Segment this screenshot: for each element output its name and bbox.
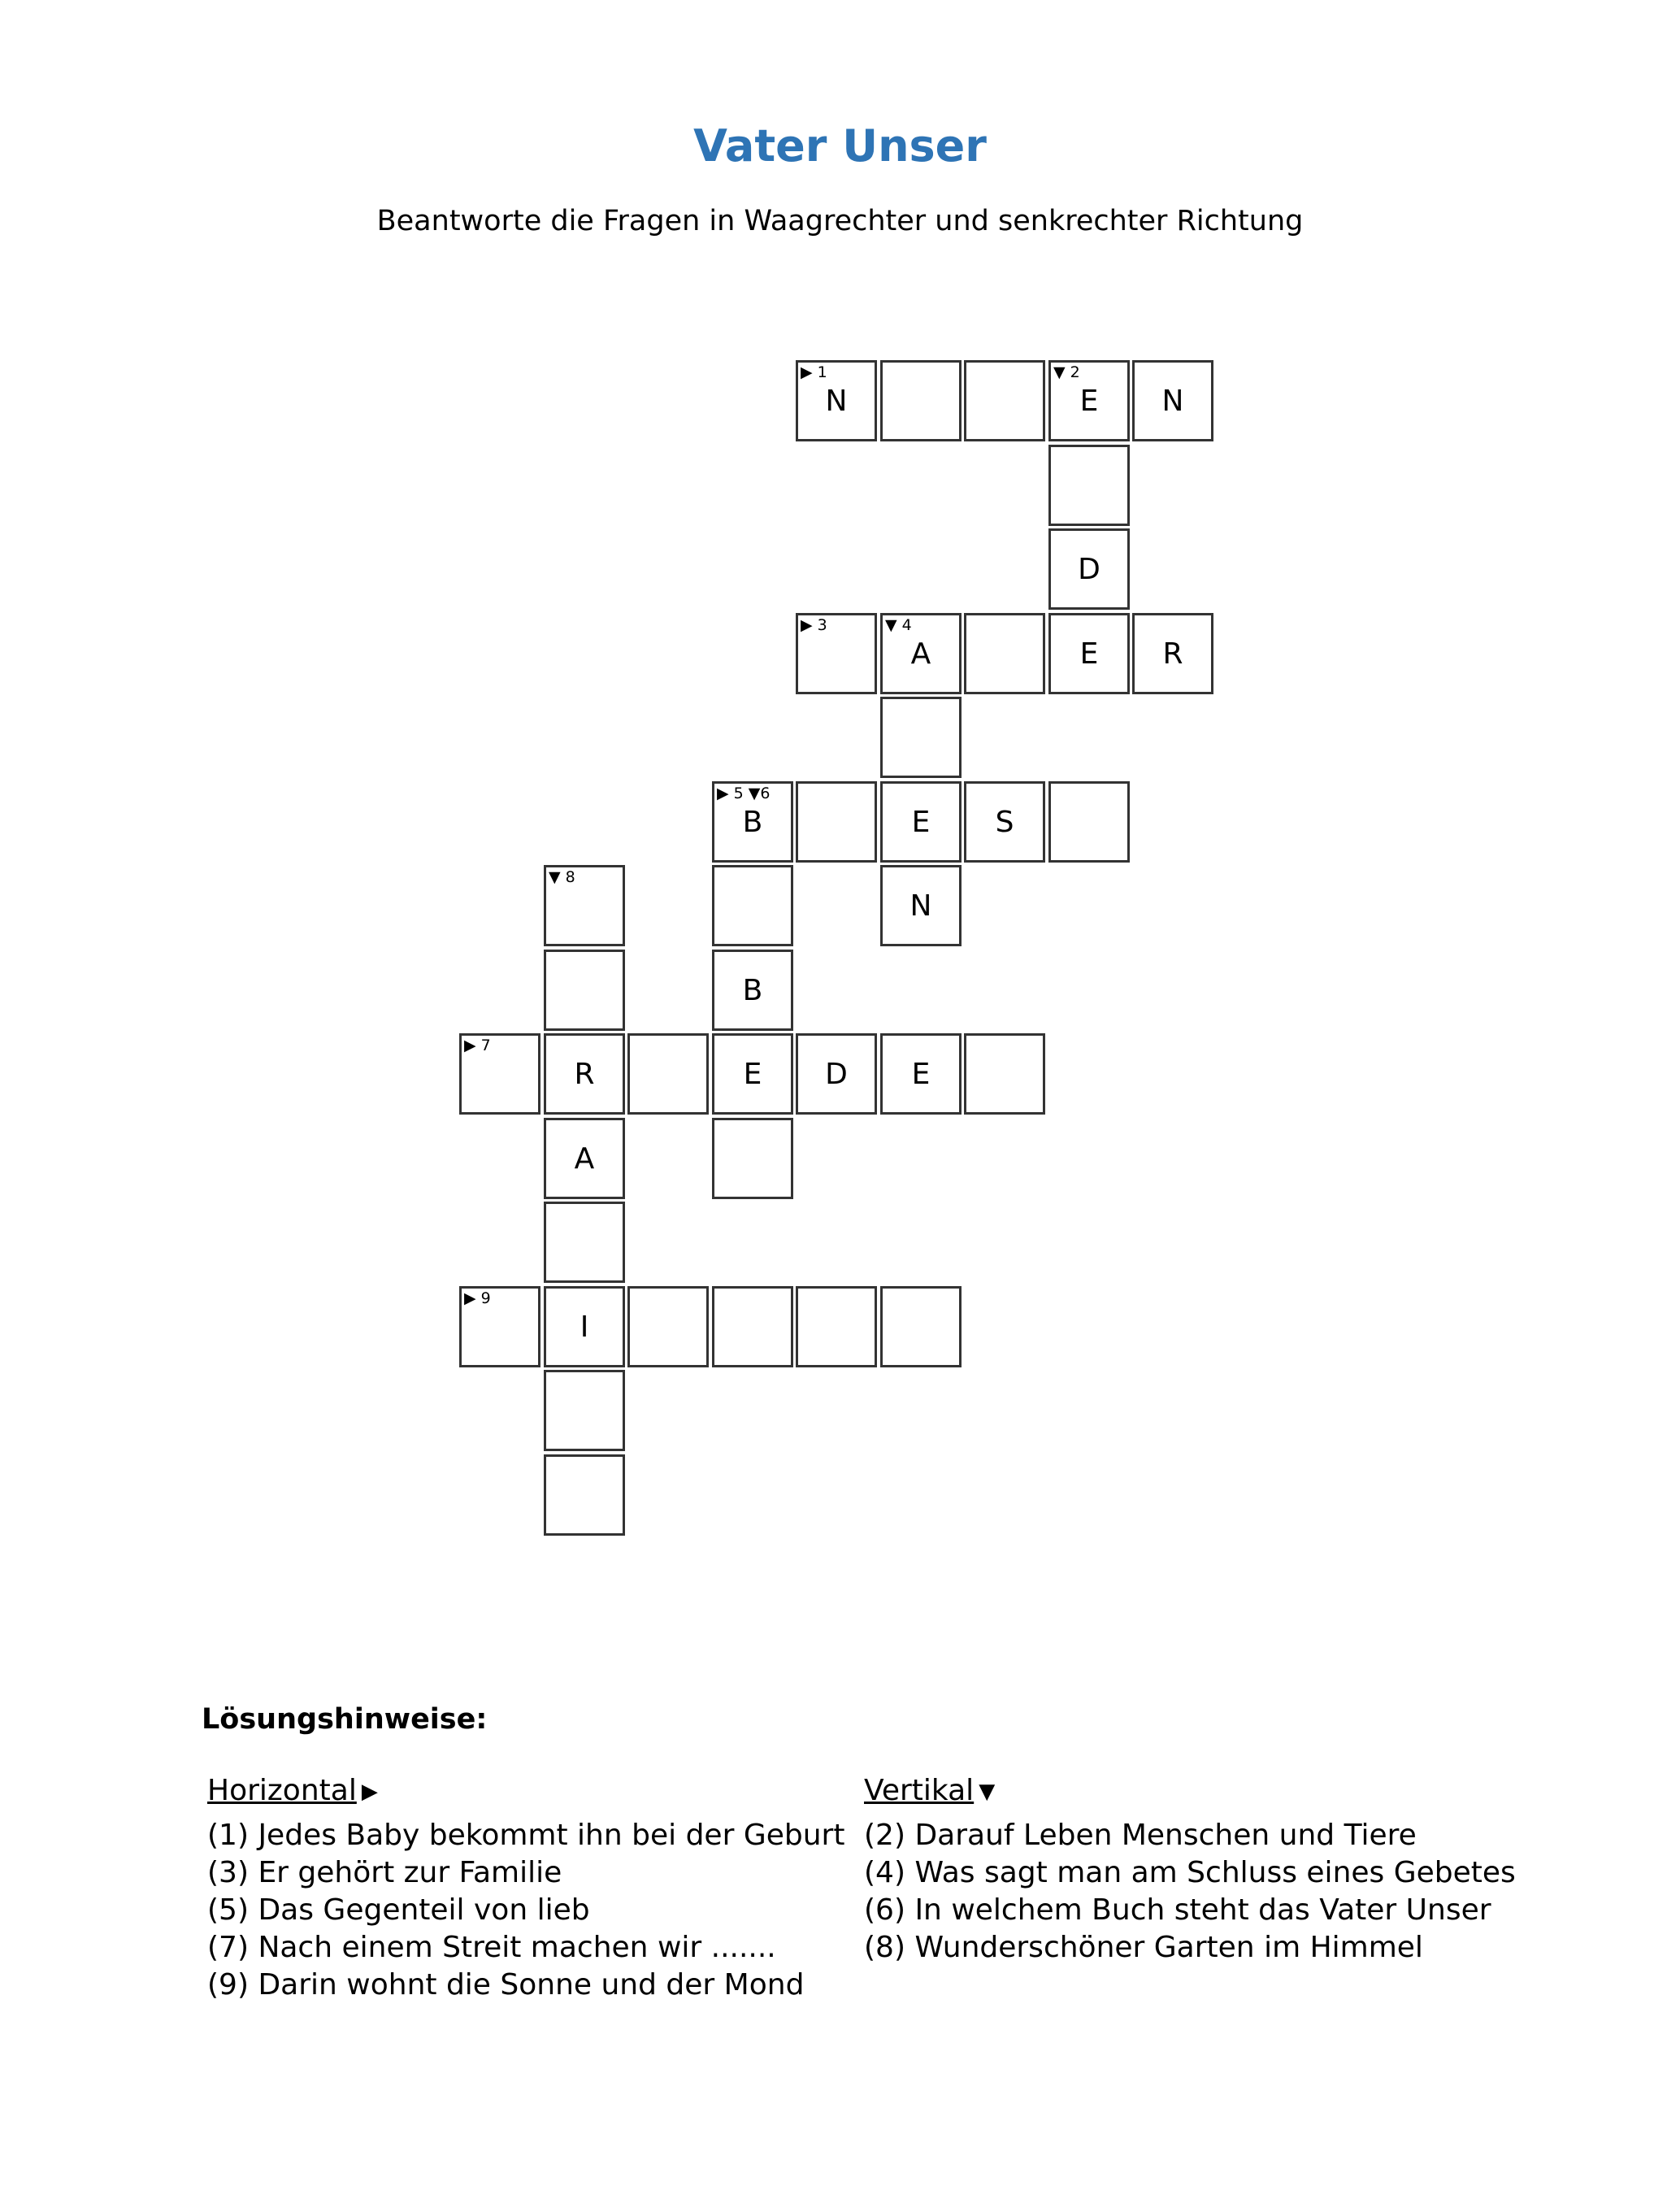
cell-letter (546, 867, 623, 944)
crossword-cell[interactable] (880, 613, 962, 694)
crossword-cell[interactable] (459, 1033, 540, 1115)
clue-number-label: ▼ 2 (1053, 363, 1080, 381)
instructions: Beantworte die Fragen in Waagrechter und senkrechter Richtung (376, 205, 1304, 237)
cell-letter (714, 867, 791, 944)
crossword-cell[interactable] (964, 1033, 1045, 1115)
cell-letter (883, 363, 959, 439)
cell-letter (966, 1036, 1043, 1112)
cell-letter (883, 699, 959, 776)
crossword-cell[interactable] (1048, 613, 1130, 694)
crossword-cell[interactable] (712, 781, 793, 863)
down-arrow-icon: ▼ (979, 1780, 996, 1804)
crossword-cell[interactable] (796, 613, 877, 694)
cell-letter: N (825, 384, 848, 418)
cell-letter: R (574, 1057, 595, 1091)
cell-letter (798, 615, 875, 692)
clue-number-label: ▶ 1 (801, 363, 827, 381)
crossword-cell[interactable] (459, 1286, 540, 1367)
clue-horizontal-1: (1) Jedes Baby bekommt ihn bei der Geburt (207, 1819, 845, 1852)
crossword-cell[interactable] (964, 781, 1045, 863)
cell-letter: D (1078, 552, 1100, 586)
right-arrow-icon: ▶ (361, 1780, 378, 1804)
crossword-cell[interactable] (544, 1202, 625, 1283)
crossword-cell[interactable] (796, 1033, 877, 1115)
crossword-cell[interactable] (880, 1033, 962, 1115)
cell-letter: E (1079, 637, 1099, 671)
crossword-cell[interactable] (796, 360, 877, 441)
crossword-cell[interactable] (796, 781, 877, 863)
crossword-cell[interactable] (880, 360, 962, 441)
clue-number-label: ▼ 8 (549, 868, 575, 886)
horizontal-heading (207, 1772, 844, 1810)
cell-letter: D (825, 1057, 848, 1091)
crossword-cell[interactable] (964, 360, 1045, 441)
cell-letter: E (1079, 384, 1099, 418)
crossword-cell[interactable] (627, 1286, 709, 1367)
horizontal-label: Horizontal (207, 1774, 357, 1807)
cell-letter (714, 1120, 791, 1197)
clue-vertical-2: (2) Darauf Leben Menschen und Tiere (864, 1819, 1417, 1852)
clue-vertical-4: (4) Was sagt man am Schluss eines Gebetes (864, 1856, 1516, 1889)
clue-vertical-6: (6) In welchem Buch steht das Vater Unser (864, 1893, 1491, 1927)
cell-letter (546, 1457, 623, 1533)
crossword-cell[interactable] (1132, 360, 1213, 441)
crossword-cell[interactable] (544, 865, 625, 946)
vertical-heading (864, 1772, 1516, 1810)
clue-number-label: ▶ 9 (464, 1289, 491, 1307)
crossword-cell[interactable] (1048, 360, 1130, 441)
clue-number-label: ▼ 4 (885, 616, 912, 634)
crossword-cell[interactable] (880, 697, 962, 778)
crossword-cell[interactable] (712, 950, 793, 1031)
hints-heading: Lösungshinweise: (202, 1703, 488, 1736)
horizontal-clues (207, 1772, 844, 2004)
crossword-cell[interactable] (1132, 613, 1213, 694)
cell-letter (546, 1204, 623, 1280)
vertical-clues (864, 1772, 1516, 1967)
cell-letter (714, 1289, 791, 1365)
cell-letter (966, 363, 1043, 439)
crossword-cell[interactable] (1048, 528, 1130, 610)
crossword-cell[interactable] (880, 865, 962, 946)
crossword-cell[interactable] (964, 613, 1045, 694)
cell-letter (630, 1036, 706, 1112)
crossword-cell[interactable] (1048, 781, 1130, 863)
crossword-cell[interactable] (712, 1286, 793, 1367)
cell-letter (1051, 784, 1127, 860)
crossword-cell[interactable] (880, 1286, 962, 1367)
cell-letter: N (909, 889, 932, 923)
crossword-cell[interactable] (544, 1118, 625, 1199)
crossword-cell[interactable] (880, 781, 962, 863)
cell-letter (546, 952, 623, 1028)
cell-letter: N (1161, 384, 1184, 418)
cell-letter: E (743, 1057, 762, 1091)
crossword-cell[interactable] (544, 1286, 625, 1367)
cell-letter: S (995, 805, 1014, 839)
cell-letter (798, 784, 875, 860)
crossword-cell[interactable] (712, 1118, 793, 1199)
cell-letter (1051, 447, 1127, 524)
cell-letter: A (910, 637, 931, 671)
cell-letter (546, 1372, 623, 1449)
crossword-cell[interactable] (544, 1033, 625, 1115)
vertical-label: Vertikal (864, 1774, 975, 1807)
cell-letter: R (1162, 637, 1183, 671)
page-title: Vater Unser (693, 120, 987, 172)
crossword-cell[interactable] (544, 1370, 625, 1451)
cell-letter (966, 615, 1043, 692)
clue-vertical-8: (8) Wunderschöner Garten im Himmel (864, 1931, 1423, 1964)
clue-number-label: ▶ 5 ▼6 (717, 785, 771, 802)
cell-letter (798, 1289, 875, 1365)
cell-letter: I (580, 1310, 589, 1344)
cell-letter: E (911, 805, 931, 839)
clue-horizontal-3: (3) Er gehört zur Familie (207, 1856, 562, 1889)
clue-horizontal-9: (9) Darin wohnt die Sonne und der Mond (207, 1968, 805, 2002)
cell-letter (630, 1289, 706, 1365)
clue-horizontal-7: (7) Nach einem Streit machen wir ....... (207, 1931, 776, 1964)
cell-letter: B (742, 805, 763, 839)
cell-letter (883, 1289, 959, 1365)
cell-letter: B (742, 973, 763, 1007)
clue-number-label: ▶ 7 (464, 1037, 491, 1054)
crossword-cell[interactable] (712, 865, 793, 946)
cell-letter: E (911, 1057, 931, 1091)
crossword-cell[interactable] (544, 1454, 625, 1536)
crossword-cell[interactable] (712, 1033, 793, 1115)
cell-letter: A (574, 1141, 595, 1176)
crossword-cell[interactable] (796, 1286, 877, 1367)
clue-horizontal-5: (5) Das Gegenteil von lieb (207, 1893, 590, 1927)
crossword-cell[interactable] (1048, 445, 1130, 526)
cell-letter (462, 1289, 538, 1365)
clue-number-label: ▶ 3 (801, 616, 827, 634)
crossword-cell[interactable] (627, 1033, 709, 1115)
crossword-cell[interactable] (544, 950, 625, 1031)
cell-letter (462, 1036, 538, 1112)
